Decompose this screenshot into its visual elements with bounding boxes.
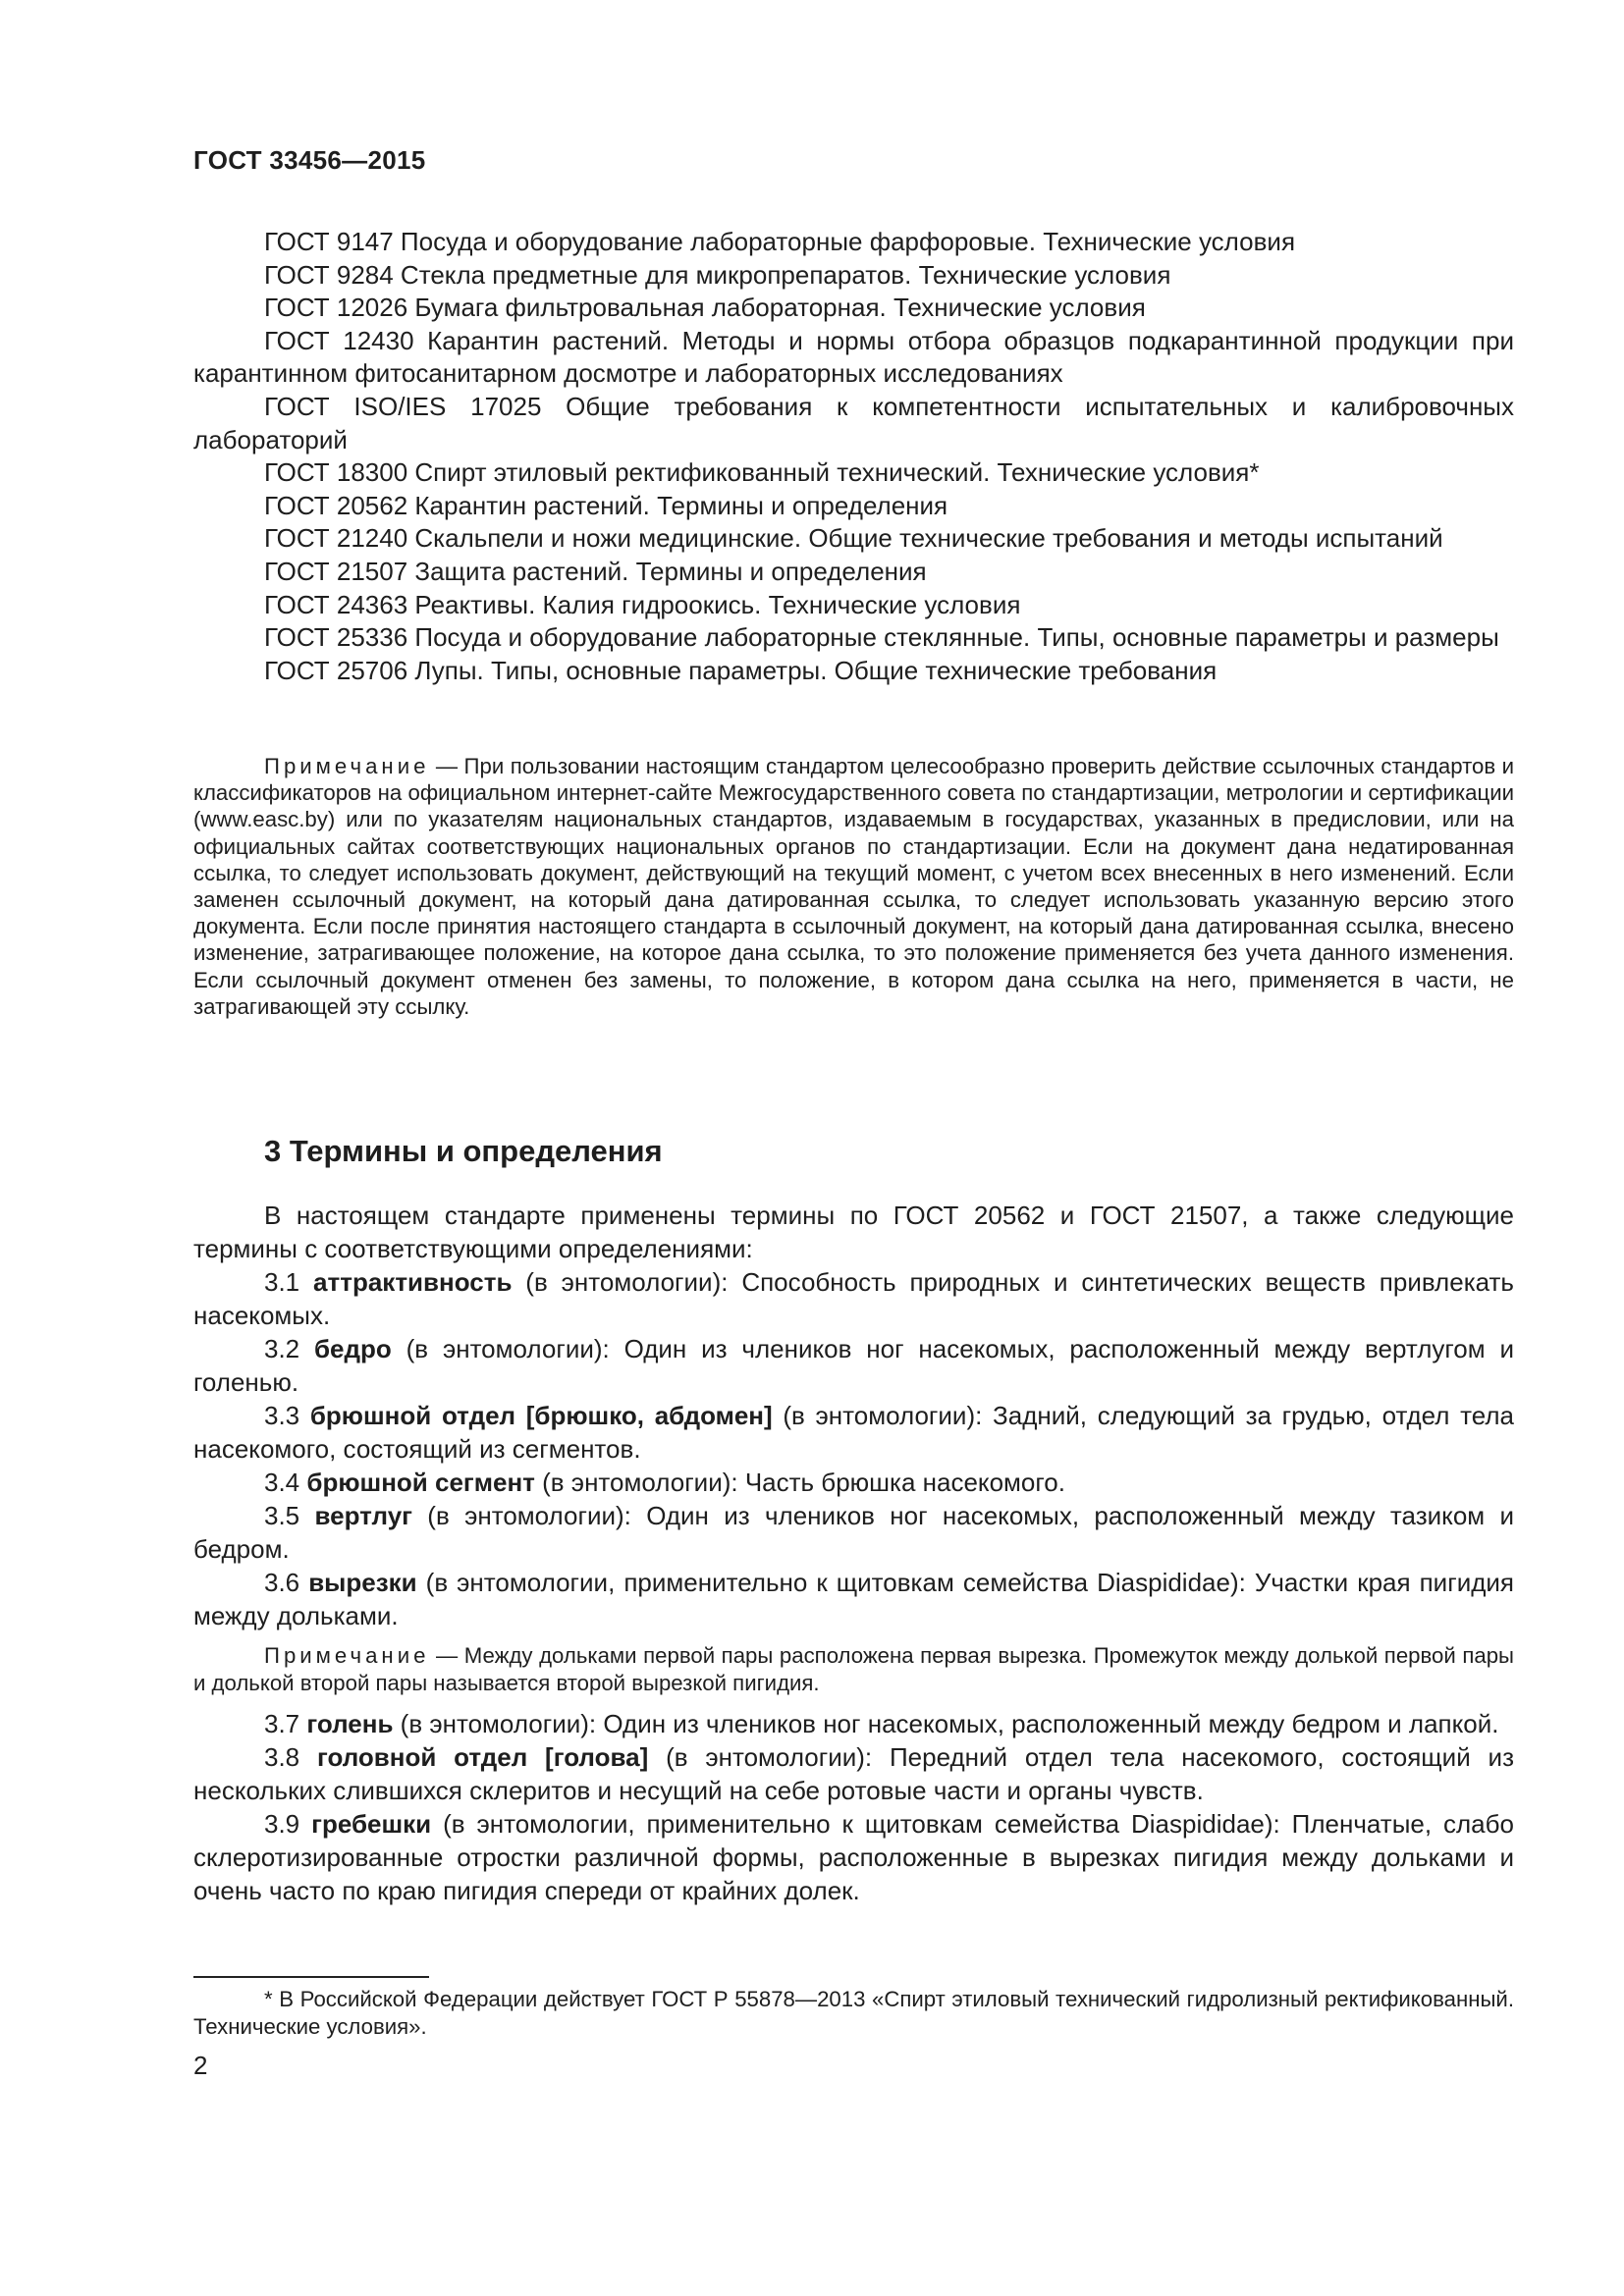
term-name: головной отдел [голова] [316, 1742, 649, 1772]
note-text: — Между дольками первой пары расположена первая вырезка. Промежуток между долькой первой пары и долькой второй пары называется второй вырезкой пигидия. [193, 1643, 1514, 1695]
note-label: Примечание [264, 754, 430, 778]
term-number: 3.5 [264, 1501, 300, 1530]
term-note [193, 1642, 1514, 1697]
term-entry [193, 1740, 1514, 1807]
term-name: вертлуг [314, 1501, 412, 1530]
reference-item: ГОСТ 25336 Посуда и оборудование лабораторные стеклянные. Типы, основные параметры и размеры [264, 622, 1499, 653]
note-label: Примечание [264, 1643, 430, 1668]
term-entry [193, 1807, 1514, 1907]
term-definition: (в энтомологии): Часть брюшка насекомого. [534, 1468, 1065, 1497]
term-name: гребешки [311, 1809, 432, 1839]
term-name: голень [306, 1709, 394, 1738]
reference-item: ГОСТ 12430 Карантин растений. Методы и нормы отбора образцов подкарантинной продукции при карантинном фитосанитарном досмотре и лабораторных исследованиях [193, 325, 1514, 389]
term-number: 3.9 [264, 1809, 300, 1839]
term-entry [193, 1707, 1514, 1740]
references-note [193, 753, 1514, 1020]
term-definition: (в энтомологии, применительно к щитовкам семейства Diaspididae): Участки края пигидия между дольками. [193, 1568, 1514, 1630]
terms-list [193, 1199, 1514, 1907]
reference-item: ГОСТ 18300 Спирт этиловый ректификованный технический. Технические условия* [264, 457, 1260, 488]
document-header: ГОСТ 33456—2015 [193, 145, 426, 175]
reference-item: ГОСТ 9284 Стекла предметные для микропрепаратов. Технические условия [264, 259, 1171, 290]
footnote: * В Российской Федерации действует ГОСТ Р 55878—2013 «Спирт этиловый технический гидролизный ректификованный. Технические условия». [193, 1987, 1514, 2039]
term-number: 3.3 [264, 1401, 300, 1430]
term-name: бедро [314, 1334, 392, 1363]
term-name: вырезки [308, 1568, 417, 1597]
term-definition: (в энтомологии): Передний отдел тела насекомого, состоящий из нескольких слившихся склеритов и несущий на себе ротовые части и органы чувств. [193, 1742, 1514, 1805]
term-name: брюшной сегмент [306, 1468, 535, 1497]
term-name: аттрактивность [313, 1267, 513, 1297]
reference-item: ГОСТ 25706 Лупы. Типы, основные параметры. Общие технические требования [264, 655, 1218, 685]
reference-item: ГОСТ 21507 Защита растений. Термины и определения [264, 556, 927, 586]
term-entry [193, 1466, 1514, 1499]
term-entry [193, 1499, 1514, 1566]
term-entry [193, 1399, 1514, 1466]
section-intro: В настоящем стандарте применены термины по ГОСТ 20562 и ГОСТ 21507, а также следующие термины с соответствующими определениями: [193, 1201, 1514, 1263]
reference-item: ГОСТ 9147 Посуда и оборудование лабораторные фарфоровые. Технические условия [264, 227, 1296, 256]
page-number: 2 [193, 2051, 208, 2080]
term-entry [193, 1265, 1514, 1332]
reference-item: ГОСТ 21240 Скальпели и ножи медицинские. Общие технические требования и методы испытаний [264, 523, 1443, 554]
term-number: 3.6 [264, 1568, 300, 1597]
term-definition: (в энтомологии): Задний, следующий за грудью, отдел тела насекомого, состоящий из сегментов. [193, 1401, 1514, 1464]
reference-item: ГОСТ 12026 Бумага фильтровальная лабораторная. Технические условия [264, 293, 1146, 323]
term-entry [193, 1566, 1514, 1632]
term-definition: (в энтомологии, применительно к щитовкам семейства Diaspididae): Пленчатые, слабо склеротизированные отростки различной формы, расположенные в вырезках пигидия между дольками и очень часто по краю пигидия спереди от крайних долек. [193, 1809, 1514, 1905]
term-definition: (в энтомологии): Один из члеников ног насекомых, расположенный между вертлугом и голенью. [193, 1334, 1514, 1397]
term-definition: (в энтомологии): Один из члеников ног насекомых, расположенный между тазиком и бедром. [193, 1501, 1515, 1564]
term-entry [193, 1332, 1514, 1399]
term-number: 3.8 [264, 1742, 300, 1772]
reference-item: ГОСТ 20562 Карантин растений. Термины и определения [264, 490, 948, 520]
note-text: — При пользовании настоящим стандартом целесообразно проверить действие ссылочных стандартов и классификаторов на официальном интернет-сайте Межгосударственного совета по стандартизации, метрологии и сертификации (www.easc.by) или по указателям национальных стандартов, издаваемым в государствах, указанных в предисловии, или на официальных сайтах соответствующих национальных органов по стандартизации. Если на документ дана недатированная ссылка, то следует использовать документ, действующий на текущий момент, с учетом всех внесенных в него изменений. Если заменен ссылочный документ, на который дана датированная ссылка, то следует использовать указанную версию этого документа. Если после принятия настоящего стандарта в ссылочный документ, на который дана датированная ссылка, внесено изменение, затрагивающее положение, на которое дана ссылка, то это положение применяется без учета данного изменения. Если ссылочный документ отменен без замены, то положение, в котором дана ссылка на него, применяется в части, не затрагивающей эту ссылку. [193, 754, 1514, 1019]
section-heading: 3 Термины и определения [264, 1134, 663, 1168]
reference-item: ГОСТ ISO/IES 17025 Общие требования к компетентности испытательных и калибровочных лабораторий [193, 391, 1514, 454]
footnote-divider [193, 1976, 429, 1978]
term-number: 3.2 [264, 1334, 300, 1363]
reference-item: ГОСТ 24363 Реактивы. Калия гидроокись. Технические условия [264, 589, 1021, 619]
normative-references-list [193, 226, 1514, 687]
term-name: брюшной отдел [брюшко, абдомен] [309, 1401, 773, 1430]
term-number: 3.1 [264, 1267, 300, 1297]
term-number: 3.4 [264, 1468, 300, 1497]
term-definition: (в энтомологии): Способность природных и синтетических веществ привлекать насекомых. [193, 1267, 1514, 1330]
term-number: 3.7 [264, 1709, 300, 1738]
term-definition: (в энтомологии): Один из члеников ног насекомых, расположенный между бедром и лапкой. [393, 1709, 1499, 1738]
